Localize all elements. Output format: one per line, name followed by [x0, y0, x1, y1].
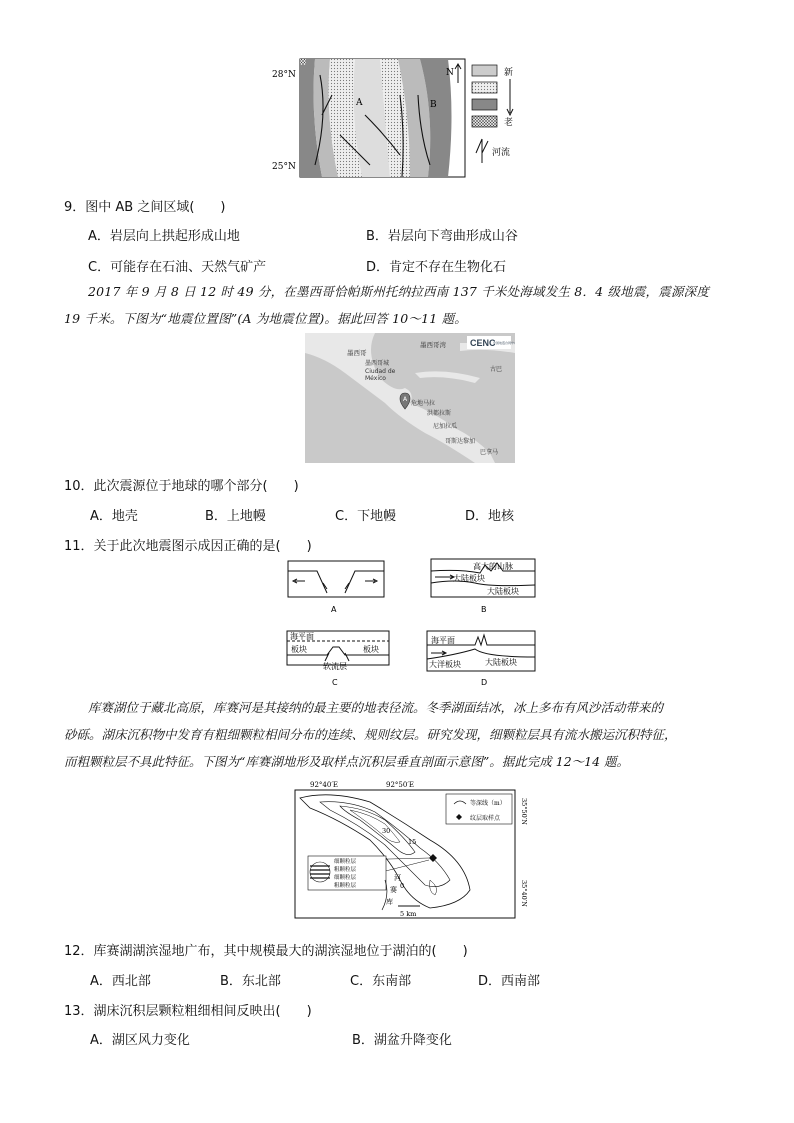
- map-label-gulf: 墨西哥湾: [420, 341, 446, 349]
- q12-option-a[interactable]: A．西北部: [90, 974, 151, 989]
- strata-figure: [270, 55, 535, 180]
- legend-river: 河流: [492, 148, 511, 158]
- intro2-line3: 而粗颗粒层不具此特征。下图为“库赛湖地形及取样点沉积层垂直剖面示意图”。据此完成 12～14 题。: [64, 754, 630, 769]
- legend-contour: 等深线（m）: [470, 800, 506, 807]
- intro2-line1: 库赛湖位于藏北高原，库赛河是其接纳的最主要的地表径流。冬季湖面结冰，冰上多布有风沙活动带来的: [88, 700, 664, 715]
- lat-top-label: 28°N: [272, 70, 296, 80]
- caption-b: B: [481, 605, 487, 614]
- cenc-logo-sub: 中国地震台网中心: [493, 341, 515, 345]
- q9-option-b[interactable]: B．岩层向下弯曲形成山谷: [366, 229, 518, 244]
- legend-old: 老: [504, 118, 514, 128]
- q9-option-c[interactable]: C．可能存在石油、天然气矿产: [88, 260, 267, 275]
- map-label-city-es2: México: [365, 375, 386, 382]
- d-cont: 大陆板块: [485, 658, 517, 667]
- age-arrow-icon: [507, 79, 513, 115]
- river-label-3: 库: [386, 898, 393, 906]
- earthquake-map-figure: [305, 333, 515, 463]
- legend-sample: 纹层取样点: [470, 815, 501, 822]
- intro2-line2: 砂砾。湖床沉积物中发育有粗细颗粒相间分布的连续、规则纹层。研究发现，细颗粒层具有流水搬运沉积特征，: [64, 727, 677, 742]
- caption-d: D: [481, 678, 488, 687]
- q9-option-a[interactable]: A．岩层向上拱起形成山地: [88, 229, 240, 244]
- earthquake-map: [305, 333, 515, 463]
- b-plate2: 大陆板块: [487, 587, 519, 596]
- intro1-line2: 19 千米。下图为“地震位置图”(A 为地震位置)。据此回答 10～11 题。: [64, 311, 467, 326]
- map-label-honduras: 洪都拉斯: [427, 410, 452, 417]
- lat1-label: 35°50′N: [520, 798, 528, 825]
- c-sea: 海平面: [290, 632, 314, 641]
- lake-figure: [290, 780, 535, 922]
- q12-option-d[interactable]: D．西南部: [478, 974, 541, 989]
- q12-option-b[interactable]: B．东北部: [220, 974, 281, 989]
- c-plate-right: 板块: [363, 645, 379, 654]
- map-label-guatemala: 危地马拉: [411, 400, 436, 407]
- diagram-b: [431, 559, 535, 614]
- river-label-1: 河: [394, 874, 401, 882]
- b-mountain: 高大的山脉: [473, 562, 513, 571]
- d-ocean: 大洋板块: [429, 660, 461, 669]
- b-plate1: 大陆板块: [453, 574, 485, 583]
- map-label-nicaragua: 尼加拉瓜: [433, 423, 458, 430]
- q10-option-d[interactable]: D．地核: [465, 509, 515, 524]
- lake-map: [290, 780, 535, 922]
- map-label-city-es1: Ciudad de: [365, 368, 396, 375]
- c-soft: 软流层: [323, 662, 347, 671]
- q13-option-a[interactable]: A．湖区风力变化: [90, 1033, 190, 1048]
- map-label-costarica: 哥斯达黎加: [445, 438, 476, 445]
- q12-option-c[interactable]: C．东南部: [350, 974, 412, 989]
- map-label-panama: 巴拿马: [480, 449, 499, 456]
- legend-new: 新: [504, 68, 514, 78]
- map-label-city: 墨西哥城: [365, 360, 390, 367]
- marker-label: A: [403, 396, 408, 403]
- layer-2: 粗颗粒层: [334, 867, 357, 873]
- scale-label: 5 km: [400, 910, 417, 918]
- north-label: N: [446, 68, 454, 78]
- map-label-mexico: 墨西哥: [347, 349, 367, 357]
- caption-c: C: [332, 678, 338, 687]
- layer-1: 细颗粒层: [334, 859, 357, 865]
- q9-stem: 9．图中 AB 之间区域( ): [64, 200, 226, 215]
- label-b: B: [430, 100, 437, 110]
- q10-stem: 10．此次震源位于地球的哪个部分( ): [64, 479, 299, 494]
- quake-diagrams-svg: [285, 557, 545, 689]
- lon2-label: 92°50′E: [386, 781, 415, 789]
- lat2-label: 35°40′N: [520, 880, 528, 907]
- contour-0: 0: [400, 882, 405, 890]
- diagram-c: [287, 631, 389, 687]
- river-icon: [476, 139, 488, 163]
- q13-stem: 13．湖床沉积层颗粒粗细相间反映出( ): [64, 1004, 312, 1019]
- c-plate-left: 板块: [291, 645, 307, 654]
- q11-stem: 11．关于此次地震图示成因正确的是( ): [64, 539, 312, 554]
- layer-4: 粗颗粒层: [334, 883, 357, 889]
- caption-a: A: [331, 605, 337, 614]
- q9-option-d[interactable]: D．肯定不存在生物化石: [366, 260, 507, 275]
- diagram-d: [427, 631, 535, 687]
- lat-bottom-label: 25°N: [272, 162, 296, 172]
- lon1-label: 92°40′E: [310, 781, 339, 789]
- q12-stem: 12．库赛湖湖滨湿地广布，其中规模最大的湖滨湿地位于湖泊的( ): [64, 944, 468, 959]
- q10-option-b[interactable]: B．上地幔: [205, 509, 266, 524]
- q13-option-b[interactable]: B．湖盆升降变化: [352, 1033, 452, 1048]
- strata-map: [270, 55, 535, 180]
- quake-diagrams: [285, 557, 545, 689]
- diagram-a: [288, 561, 384, 614]
- contour-30: 30: [382, 827, 391, 835]
- river-label-2: 赛: [390, 886, 397, 894]
- q10-option-a[interactable]: A．地壳: [90, 509, 138, 524]
- d-sea: 海平面: [431, 636, 455, 645]
- cenc-logo: CENC: [470, 338, 496, 348]
- q10-option-c[interactable]: C．下地幔: [335, 509, 397, 524]
- contour-15: 15: [408, 838, 417, 846]
- map-label-cuba: 古巴: [490, 366, 503, 373]
- label-a: A: [356, 98, 363, 108]
- intro1-line1: 2017 年 9 月 8 日 12 时 49 分，在墨西哥恰帕斯州托纳拉西南 137 千米处海域发生 8．4 级地震，震源深度: [88, 284, 710, 299]
- layer-3: 细颗粒层: [334, 875, 357, 881]
